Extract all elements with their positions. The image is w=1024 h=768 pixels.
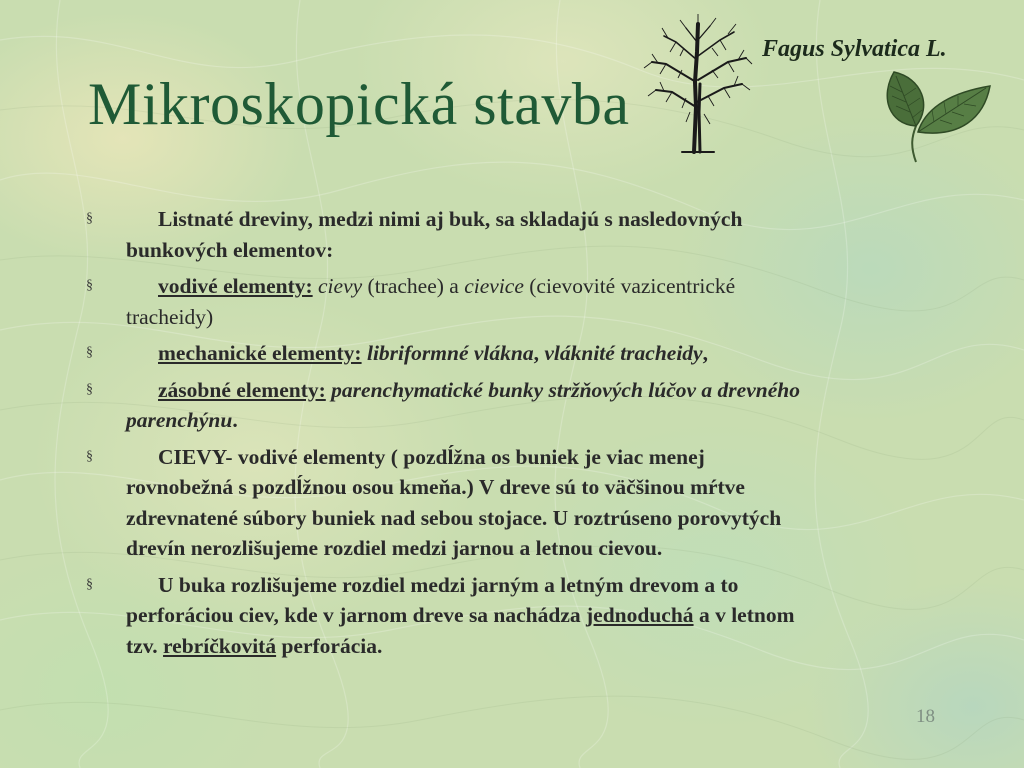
bullet-item	[86, 442, 952, 564]
term-italic: cievice	[464, 274, 524, 298]
bullet-text: U buka rozlišujeme rozdiel medzi jarným a letným drevom a to	[158, 572, 739, 597]
bullet-text: Listnaté dreviny, medzi nimi aj buk, sa skladajú s nasledovných	[158, 207, 743, 231]
tree-illustration	[642, 12, 754, 154]
section-bullet-icon: §	[86, 576, 93, 592]
term-label: mechanické elementy:	[158, 341, 362, 365]
bullet-text: (cievovité vazicentrické	[529, 274, 736, 298]
bullet-text: zdrevnatené súbory buniek nad sebou stojace. U roztrúseno porovytých	[126, 505, 782, 530]
bullet-text: perforáciou ciev, kde v jarnom dreve sa nachádza	[126, 603, 581, 627]
section-bullet-icon: §	[86, 448, 93, 464]
term-italic: parenchýnu	[126, 408, 233, 432]
term-label: zásobné elementy:	[158, 377, 326, 402]
bullet-text: perforácia.	[281, 633, 383, 658]
section-bullet-icon: §	[86, 211, 93, 226]
section-bullet-icon: §	[86, 278, 93, 293]
bullet-item	[86, 204, 952, 265]
bullet-item	[86, 570, 952, 662]
bullet-text: ,	[702, 341, 708, 365]
bullet-text: ,	[533, 341, 539, 365]
bullet-text: .	[232, 408, 238, 432]
beech-leaves-illustration	[882, 66, 992, 170]
bullet-text: a v letnom	[698, 603, 795, 627]
page-number: 18	[916, 706, 935, 727]
bullet-text: bunkových elementov:	[126, 237, 334, 262]
bullet-text: rovnobežná s pozdĺžnou osou kmeňa.) V dreve sú to väčšinou mŕtve	[126, 475, 745, 499]
bullet-item	[86, 375, 952, 436]
bullet-text: CIEVY- vodivé elementy ( pozdĺžna os buniek je viac menej	[158, 444, 705, 469]
bullet-text: tracheidy)	[126, 304, 214, 329]
slide-title: Mikroskopická stavba	[88, 71, 630, 137]
term-underlined: rebríčkovitá	[163, 633, 277, 658]
term-italic: parenchymatické bunky stržňových lúčov a drevného	[331, 377, 800, 402]
species-name: Fagus Sylvatica L.	[762, 36, 947, 62]
bullet-item	[86, 338, 952, 369]
bullet-text: drevín nerozlišujeme rozdiel medzi jarnou a letnou cievou.	[126, 536, 663, 560]
bullet-item	[86, 271, 952, 332]
term-italic: libriformné vlákna	[366, 341, 534, 365]
bullet-text: tzv.	[126, 633, 158, 658]
term-italic: cievy	[318, 274, 363, 298]
section-bullet-icon: §	[86, 381, 93, 397]
bullet-text: (trachee) a	[367, 274, 459, 298]
term-italic: vláknité tracheidy	[544, 341, 703, 365]
section-bullet-icon: §	[86, 345, 93, 360]
term-underlined: jednoduchá	[586, 603, 694, 627]
bullet-list	[86, 204, 952, 667]
term-label: vodivé elementy:	[158, 274, 313, 298]
